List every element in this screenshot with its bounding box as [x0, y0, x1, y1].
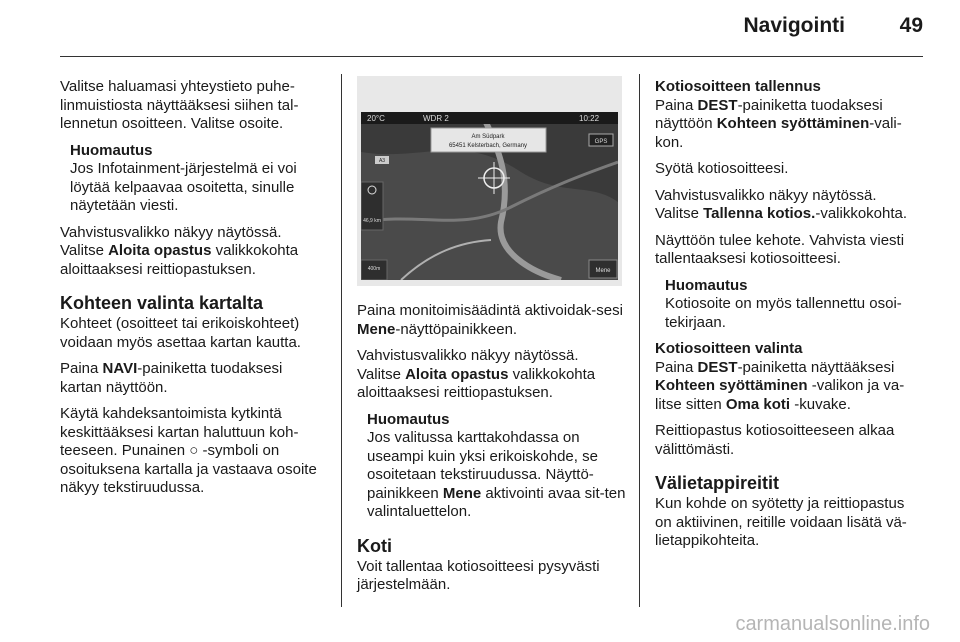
note-title: Huomautus: [665, 276, 748, 294]
paragraph: Syötä kotiosoitteesi.: [655, 160, 789, 177]
section-heading: Kohteen valinta kartalta: [60, 293, 264, 313]
gps-button: GPS: [594, 139, 608, 145]
note-title: Huomautus: [367, 410, 450, 428]
paragraph: Paina monitoimisäädintä aktivoidak-sesi Mene-näyttöpainikkeen.: [357, 302, 623, 338]
watermark[interactable]: carmanualsonline.info: [735, 613, 930, 635]
note-box: [60, 142, 328, 216]
clock-label: 10:22: [579, 114, 600, 123]
paragraph: Paina DEST-painiketta tuodaksesi näyttöön Kohteen syöttäminen-vali-kon.: [655, 96, 902, 151]
paragraph: Valitse haluamasi yhteystieto puhe-linmuistiosta näyttääksesi siihen tal-lennetun osoitteen. Valitse osoite.: [60, 78, 299, 132]
column-2: [357, 302, 627, 603]
note-title: Huomautus: [70, 141, 153, 159]
button-ref: Mene: [357, 320, 396, 338]
menu-softkey: Mene: [595, 268, 611, 274]
paragraph: Vahvistusvalikko näkyy näytössä.: [655, 186, 877, 204]
scale-label: 400m: [367, 266, 381, 272]
section-heading: Koti: [357, 535, 392, 556]
section-heading: Välietappireitit: [655, 473, 780, 493]
button-ref: NAVI: [102, 360, 138, 377]
subheading: Kotiosoitteen valinta: [655, 340, 803, 357]
page-number: 49: [899, 14, 923, 37]
header-rule: [60, 56, 923, 57]
paragraph: Kun kohde on syötetty ja reittiopastus on aktiivinen, reitille voidaan lisätä vä-lietappikohteita.: [655, 495, 907, 549]
paragraph: Vahvistusvalikko näkyy näytössä.: [357, 347, 579, 364]
paragraph: Paina DEST-painiketta näyttääksesi Kohteen syöttäminen -valikon ja va-litse sitten Oma koti -kuvake.: [655, 358, 905, 413]
paragraph: Näyttöön tulee kehote. Vahvista viesti tallentaaksesi kotiosoitteesi.: [655, 231, 905, 267]
column-divider-2: [639, 74, 640, 607]
distance-label: 46,9 km: [363, 218, 381, 224]
temperature-label: 20°C: [367, 114, 385, 123]
map-illustration: [361, 112, 618, 280]
popup-street: Am Südpark: [471, 134, 505, 140]
paragraph: Valitse Aloita opastus valikkokohta aloittaaksesi reittiopastuksen.: [357, 365, 596, 401]
paragraph: Paina NAVI-painiketta tuodaksesi kartan näyttöön.: [60, 360, 283, 396]
paragraph: Valitse Aloita opastus valikkokohta aloittaaksesi reittiopastuksen.: [60, 242, 299, 278]
station-label: WDR 2: [423, 114, 449, 123]
paragraph: Vahvistusvalikko näkyy näytössä.: [60, 223, 282, 241]
popup-city: 65451 Kelsterbach, Germany: [448, 143, 528, 149]
note-text: Kotiosoite on myös tallennettu osoi-tekirjaan.: [665, 295, 902, 331]
nav-map-screen: [361, 112, 618, 280]
paragraph: Kohteet (osoitteet tai erikoiskohteet) voidaan myös asettaa kartan kautta.: [60, 315, 301, 351]
paragraph: Käytä kahdeksantoimista kytkintä keskittääksesi kartan haluttuun koh-teeseen. Punainen ○ -symboli on osoituksena kartalla ja vastaava osoite näkyy tekstiruudussa.: [60, 405, 317, 496]
column-1: [60, 78, 328, 506]
map-screenshot-figure: [357, 76, 622, 286]
menu-item-ref: Aloita opastus: [405, 365, 509, 383]
note-box: [655, 277, 925, 333]
road-sign: A3: [378, 158, 386, 164]
menu-item-ref: Aloita opastus: [108, 242, 212, 259]
column-3: [655, 78, 925, 559]
page-header-title: Navigointi: [743, 14, 845, 37]
paragraph: Reittiopastus kotiosoitteeseen alkaa välittömästi.: [655, 422, 895, 458]
note-text: Jos valitussa karttakohdassa on useampi kuin yksi erikoiskohde, se osoitetaan tekstiruudussa. Näyttö-painikkeen Mene aktivointi avaa sit-ten valintaluettelon.: [367, 429, 626, 520]
subheading: Kotiosoitteen tallennus: [655, 78, 821, 95]
note-text: Jos Infotainment-järjestelmä ei voi löytää kelpaavaa osoitetta, sinulle näytetään viesti.: [70, 160, 297, 214]
column-divider-1: [341, 74, 342, 607]
note-box: [357, 411, 627, 522]
paragraph: Voit tallentaa kotiosoitteesi pysyvästi järjestelmään.: [357, 557, 600, 593]
paragraph: Valitse Tallenna kotios.-valikkokohta.: [655, 205, 908, 222]
